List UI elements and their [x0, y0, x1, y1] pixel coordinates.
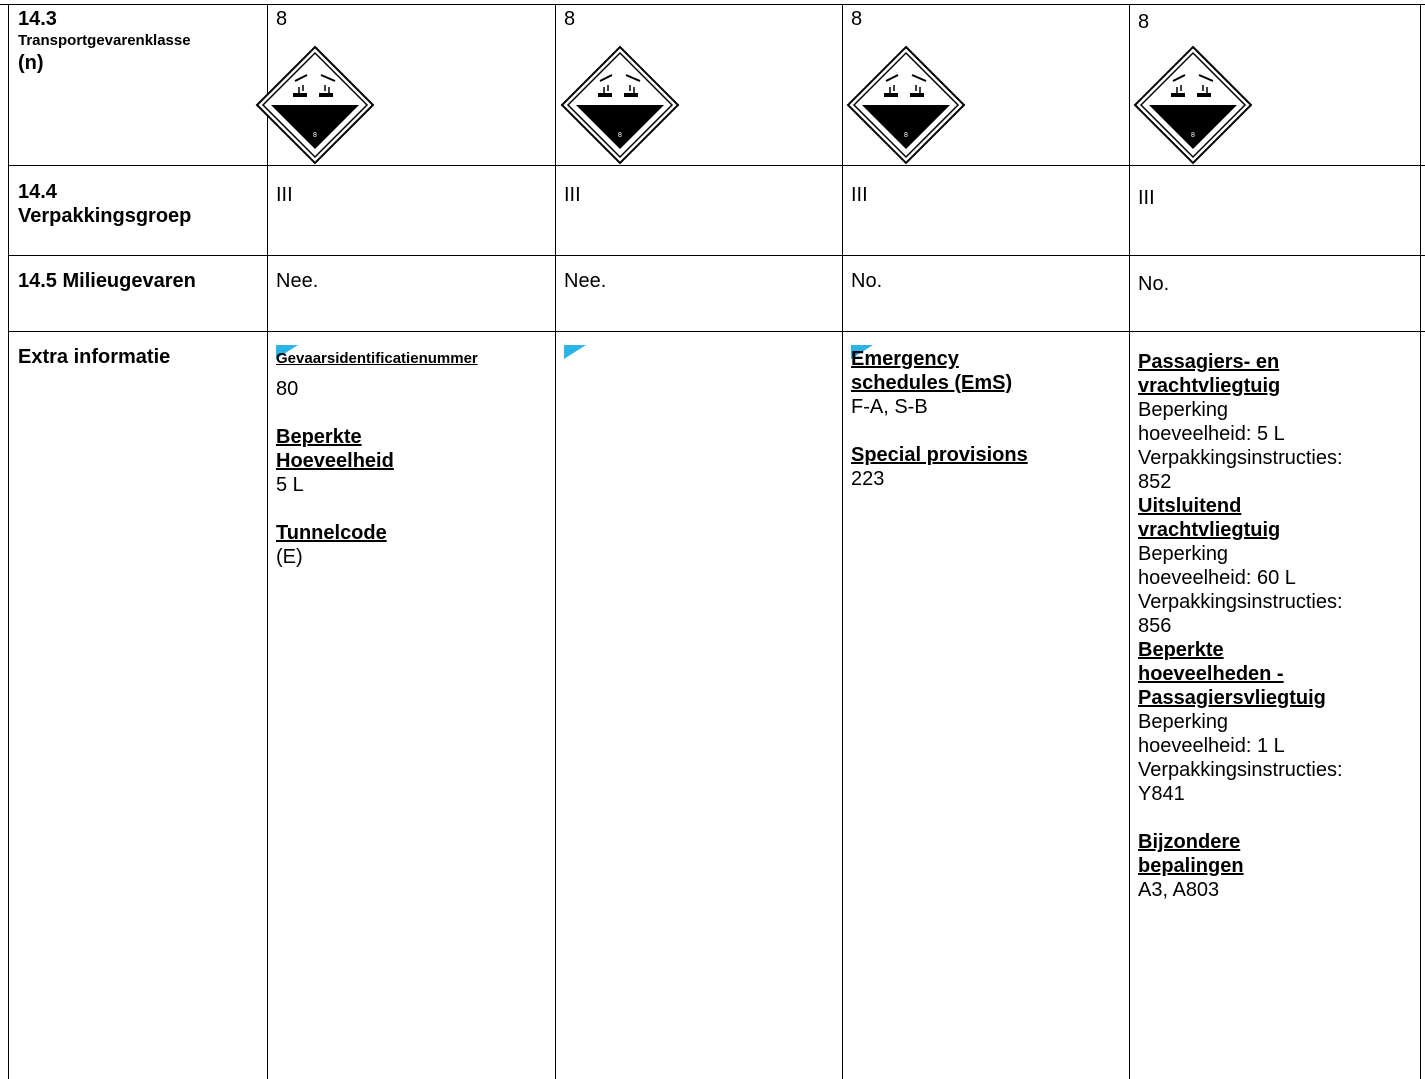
- right-border: [1420, 4, 1421, 1079]
- ems-heading: Emergency: [851, 348, 959, 370]
- text-line: Beperking: [1138, 399, 1229, 421]
- class-number: 8: [1191, 132, 1195, 139]
- row-label-14-4: [18, 180, 263, 228]
- limited-quantity-heading: Beperkte: [276, 426, 362, 448]
- passenger-cargo-heading: vrachtvliegtuig: [1138, 375, 1281, 397]
- environmental-hazard-value: Nee.: [276, 270, 319, 292]
- environmental-hazard-value: No.: [851, 270, 883, 292]
- comment-flag-icon: [564, 345, 586, 359]
- text-line: Beperking: [1138, 543, 1229, 565]
- row-divider: [8, 165, 1425, 166]
- packing-group-value: III: [1138, 187, 1155, 209]
- col-divider: [1129, 4, 1130, 1079]
- corrosive-hazard-diamond-icon: [1133, 45, 1253, 165]
- class-number: 8: [618, 132, 622, 139]
- special-provisions-heading: Bijzondere: [1138, 831, 1241, 853]
- text-line: Verpakkingsinstructies:: [1138, 591, 1343, 613]
- section-suffix: (n): [18, 52, 44, 74]
- hazard-id-heading: Gevaarsidentificatienummer: [276, 350, 478, 367]
- col-divider: [267, 4, 268, 1079]
- text-line: Y841: [1138, 783, 1185, 805]
- limited-quantity-value: 5 L: [276, 474, 304, 496]
- limited-quantities-passenger-heading: Passagiersvliegtuig: [1138, 687, 1326, 709]
- special-provisions-heading: Special provisions: [851, 444, 1028, 466]
- environmental-hazard-value: Nee.: [564, 270, 607, 292]
- cargo-only-heading: vrachtvliegtuig: [1138, 519, 1281, 541]
- row-label-14-5: 14.5 Milieugevaren: [18, 270, 196, 292]
- limited-quantity-heading: Hoeveelheid: [276, 450, 394, 472]
- special-provisions-heading: bepalingen: [1138, 855, 1244, 877]
- class-value: 8: [564, 8, 576, 30]
- passenger-cargo-heading: Passagiers- en: [1138, 351, 1280, 373]
- text-line: Verpakkingsinstructies:: [1138, 759, 1343, 781]
- packing-group-value: III: [564, 184, 581, 206]
- environmental-hazard-value: No.: [1138, 273, 1170, 295]
- row-label-14-3: [18, 7, 263, 75]
- col-divider: [842, 4, 843, 1079]
- limited-quantities-passenger-heading: Beperkte: [1138, 639, 1224, 661]
- left-border: [8, 4, 9, 1079]
- class-number: 8: [313, 132, 317, 139]
- tunnel-code-value: (E): [276, 546, 303, 568]
- class-number: 8: [904, 132, 908, 139]
- special-provisions-value: 223: [851, 468, 885, 490]
- corrosive-hazard-diamond-icon: [846, 45, 966, 165]
- text-line: 856: [1138, 615, 1172, 637]
- extra-info-road: [276, 347, 556, 569]
- class-value: 8: [851, 8, 863, 30]
- row-label-extra: Extra informatie: [18, 346, 171, 368]
- corrosive-hazard-diamond-icon: [560, 45, 680, 165]
- class-value: 8: [1138, 11, 1150, 33]
- text-line: 852: [1138, 471, 1172, 493]
- row-divider: [8, 255, 1425, 256]
- ems-heading: schedules (EmS): [851, 372, 1013, 394]
- cargo-only-heading: Uitsluitend: [1138, 495, 1242, 517]
- text-line: hoeveelheid: 60 L: [1138, 567, 1296, 589]
- row-divider: [8, 331, 1425, 332]
- packing-group-value: III: [851, 184, 868, 206]
- text-line: Verpakkingsinstructies:: [1138, 447, 1343, 469]
- top-border: [0, 4, 1425, 5]
- section-title: Verpakkingsgroep: [18, 205, 192, 227]
- class-value: 8: [276, 8, 288, 30]
- limited-quantities-passenger-heading: hoeveelheden -: [1138, 663, 1284, 685]
- ems-value: F-A, S-B: [851, 396, 928, 418]
- hazard-id-value: 80: [276, 378, 299, 400]
- packing-group-value: III: [276, 184, 293, 206]
- extra-info-sea: [851, 347, 1126, 491]
- special-provisions-value: A3, A803: [1138, 879, 1220, 901]
- corrosive-hazard-diamond-icon: [255, 45, 375, 165]
- section-number: 14.3: [18, 8, 57, 30]
- tunnel-code-heading: Tunnelcode: [276, 522, 387, 544]
- section-number: 14.4: [18, 181, 57, 203]
- text-line: Beperking: [1138, 711, 1229, 733]
- text-line: hoeveelheid: 5 L: [1138, 423, 1285, 445]
- extra-info-air: [1138, 350, 1418, 902]
- section-title: Transportgevarenklasse: [18, 32, 191, 49]
- text-line: hoeveelheid: 1 L: [1138, 735, 1285, 757]
